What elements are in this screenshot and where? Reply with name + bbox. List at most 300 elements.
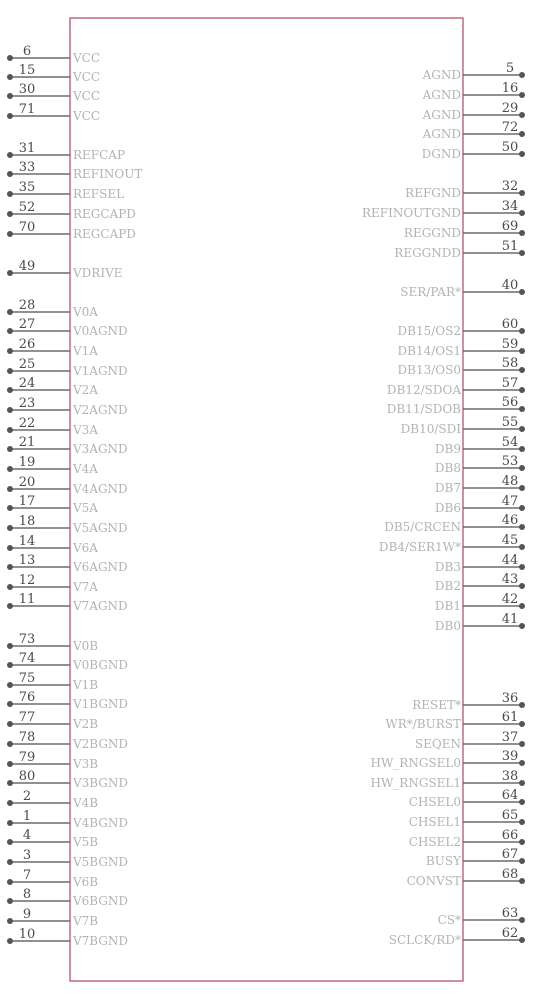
pin-label-vcc: VCC	[73, 109, 101, 123]
left-pin-79-number: 79	[18, 750, 36, 765]
pin-label-v1b: V1B	[73, 678, 99, 692]
right-pin-39-terminal-dot	[519, 760, 525, 766]
right-pin-44-number: 44	[501, 553, 519, 568]
left-pin-6-terminal-dot	[7, 55, 13, 61]
left-pin-35-terminal-dot	[7, 191, 13, 197]
left-pin-21	[7, 435, 128, 456]
left-pin-33	[7, 160, 142, 181]
pin-label-agnd: AGND	[422, 127, 461, 141]
left-pin-78-number: 78	[18, 730, 36, 745]
left-pin-4-number: 4	[22, 828, 32, 843]
left-pin-27	[7, 317, 128, 338]
pin-label-agnd: AGND	[422, 68, 461, 82]
left-pin-80	[7, 769, 128, 790]
right-pin-44	[435, 553, 525, 574]
left-pin-25-terminal-dot	[7, 368, 13, 374]
left-pin-24-number: 24	[18, 376, 36, 391]
right-pin-59-number: 59	[501, 337, 519, 352]
left-pin-78-terminal-dot	[7, 741, 13, 747]
left-pin-31-number: 31	[18, 141, 36, 156]
right-pin-43-terminal-dot	[519, 583, 525, 589]
right-pin-50-terminal-dot	[519, 151, 525, 157]
left-pin-25	[7, 357, 128, 378]
right-pin-37-number: 37	[501, 730, 519, 745]
right-pin-56-number: 56	[501, 395, 519, 410]
left-pin-19-number: 19	[18, 455, 36, 470]
left-pin-18	[7, 514, 128, 535]
right-pin-63	[438, 906, 525, 927]
right-pin-37	[415, 730, 525, 751]
left-pin-20-number: 20	[18, 475, 36, 490]
right-pin-68-terminal-dot	[519, 878, 525, 884]
right-pin-42	[435, 592, 525, 613]
left-pin-11-terminal-dot	[7, 603, 13, 609]
left-pin-35	[7, 180, 124, 201]
pin-label-v6b: V6B	[73, 875, 99, 889]
right-pin-58-terminal-dot	[519, 367, 525, 373]
pin-label-v3agnd: V3AGND	[73, 442, 128, 456]
right-pin-51-number: 51	[501, 239, 519, 254]
left-pin-19-terminal-dot	[7, 466, 13, 472]
left-pin-9-number: 9	[22, 907, 32, 922]
right-pin-29-terminal-dot	[519, 112, 525, 118]
pin-label-v5agnd: V5AGND	[73, 521, 128, 535]
left-pin-75-number: 75	[18, 671, 36, 686]
left-pin-13-terminal-dot	[7, 564, 13, 570]
right-pin-39-number: 39	[501, 749, 519, 764]
left-pin-79-terminal-dot	[7, 761, 13, 767]
right-pin-34-number: 34	[501, 199, 519, 214]
pin-label-dgnd: DGND	[421, 147, 461, 161]
right-pin-69-terminal-dot	[519, 230, 525, 236]
left-pin-18-number: 18	[18, 514, 36, 529]
left-pin-14-terminal-dot	[7, 545, 13, 551]
pin-label-v2a: V2A	[73, 383, 98, 397]
left-pin-73	[7, 632, 98, 653]
left-pin-70-number: 70	[18, 220, 36, 235]
right-pin-64-terminal-dot	[519, 799, 525, 805]
pin-label-v0agnd: V0AGND	[73, 324, 128, 338]
left-pin-1	[7, 809, 128, 830]
left-pin-23	[7, 396, 128, 417]
pin-label-v0b: V0B	[73, 639, 99, 653]
left-pin-76-number: 76	[18, 690, 36, 705]
pin-label-v4b: V4B	[73, 796, 99, 810]
right-pin-64-number: 64	[501, 788, 519, 803]
right-pin-45-terminal-dot	[519, 544, 525, 550]
right-pin-36	[412, 691, 525, 712]
right-pin-56-terminal-dot	[519, 406, 525, 412]
right-pin-5-terminal-dot	[519, 72, 525, 78]
right-pin-62	[389, 926, 525, 947]
left-pin-20-terminal-dot	[7, 486, 13, 492]
left-pin-78	[7, 730, 128, 751]
right-pin-46	[384, 513, 525, 534]
pin-label-v1agnd: V1AGND	[73, 364, 128, 378]
pin-label-refinout: REFINOUT	[73, 167, 143, 181]
right-pin-50	[422, 140, 525, 161]
left-pin-8-terminal-dot	[7, 898, 13, 904]
right-pin-69	[404, 219, 525, 240]
pin-label-db3: DB3	[434, 560, 461, 574]
right-pin-58-number: 58	[501, 356, 519, 371]
left-pin-22-number: 22	[18, 416, 36, 431]
right-pin-47	[435, 494, 525, 515]
right-pin-62-number: 62	[501, 926, 519, 941]
left-pin-17-number: 17	[18, 494, 36, 509]
right-pin-57-number: 57	[501, 376, 519, 391]
right-pin-16	[422, 81, 525, 102]
left-pin-31-terminal-dot	[7, 152, 13, 158]
pin-label-v7b: V7B	[73, 914, 99, 928]
left-pin-49	[7, 259, 123, 280]
pin-label-db10-sdi: DB10/SDI	[400, 422, 461, 436]
left-pin-25-number: 25	[18, 357, 36, 372]
pin-label-db4-ser1w: DB4/SER1W*	[378, 540, 461, 554]
right-pin-63-number: 63	[501, 906, 519, 921]
left-pin-8	[7, 887, 128, 908]
left-pin-28	[7, 298, 98, 319]
right-pin-43-number: 43	[501, 572, 519, 587]
right-pin-45-number: 45	[501, 533, 519, 548]
right-pin-32	[405, 179, 525, 200]
pin-label-regcapd: REGCAPD	[73, 207, 136, 221]
left-pin-7-terminal-dot	[7, 879, 13, 885]
pin-label-seqen: SEQEN	[414, 737, 461, 751]
left-pin-49-terminal-dot	[7, 270, 13, 276]
right-pin-group	[362, 61, 525, 947]
left-pin-9	[7, 907, 98, 928]
pin-label-agnd: AGND	[422, 108, 461, 122]
right-pin-65-number: 65	[501, 808, 519, 823]
pin-label-vcc: VCC	[73, 89, 101, 103]
right-pin-67	[426, 847, 525, 868]
left-pin-76-terminal-dot	[7, 701, 13, 707]
pin-label-refinoutgnd: REFINOUTGND	[361, 206, 461, 220]
left-pin-18-terminal-dot	[7, 525, 13, 531]
left-pin-76	[7, 690, 128, 711]
right-pin-61-number: 61	[501, 710, 519, 725]
right-pin-65	[409, 808, 525, 829]
right-pin-46-number: 46	[501, 513, 519, 528]
right-pin-40-terminal-dot	[519, 289, 525, 295]
left-pin-2-number: 2	[22, 789, 32, 804]
right-pin-39	[370, 749, 525, 770]
right-pin-5	[422, 61, 525, 82]
right-pin-43	[435, 572, 525, 593]
right-pin-66-terminal-dot	[519, 839, 525, 845]
right-pin-38	[370, 769, 525, 790]
pin-label-v2bgnd: V2BGND	[73, 737, 129, 751]
left-pin-22	[7, 416, 98, 437]
left-pin-14	[7, 534, 98, 555]
pin-label-reggnd: REGGND	[403, 226, 461, 240]
left-pin-3-number: 3	[22, 848, 32, 863]
right-pin-57	[387, 376, 525, 397]
pin-label-v4agnd: V4AGND	[73, 482, 128, 496]
pin-label-hw-rngsel0: HW_RNGSEL0	[370, 756, 461, 770]
pin-label-db7: DB7	[434, 481, 461, 495]
left-pin-80-number: 80	[18, 769, 36, 784]
left-pin-6	[7, 44, 100, 65]
left-pin-28-terminal-dot	[7, 309, 13, 315]
pin-label-v6agnd: V6AGND	[73, 560, 128, 574]
pin-label-v5bgnd: V5BGND	[73, 855, 129, 869]
right-pin-59-terminal-dot	[519, 348, 525, 354]
left-pin-21-terminal-dot	[7, 446, 13, 452]
right-pin-45	[379, 533, 525, 554]
right-pin-55-terminal-dot	[519, 426, 525, 432]
right-pin-66-number: 66	[501, 828, 519, 843]
pin-label-vdrive: VDRIVE	[73, 266, 123, 280]
pin-label-chsel0: CHSEL0	[408, 795, 461, 809]
pin-label-db13-os0: DB13/OS0	[397, 363, 461, 377]
pin-label-v1bgnd: V1BGND	[73, 697, 129, 711]
right-pin-53-terminal-dot	[519, 465, 525, 471]
pin-label-v6bgnd: V6BGND	[73, 894, 129, 908]
right-pin-68	[407, 867, 525, 888]
left-pin-3	[7, 848, 128, 869]
left-pin-24-terminal-dot	[7, 387, 13, 393]
right-pin-37-terminal-dot	[519, 741, 525, 747]
left-pin-80-terminal-dot	[7, 780, 13, 786]
left-pin-1-number: 1	[22, 809, 32, 824]
left-pin-17	[7, 494, 98, 515]
right-pin-41-number: 41	[501, 612, 519, 627]
right-pin-42-terminal-dot	[519, 603, 525, 609]
pin-label-v0a: V0A	[73, 305, 98, 319]
left-pin-15-terminal-dot	[7, 74, 13, 80]
right-pin-60-number: 60	[501, 317, 519, 332]
left-pin-33-terminal-dot	[7, 171, 13, 177]
left-pin-71-terminal-dot	[7, 113, 13, 119]
component-body	[70, 18, 463, 981]
right-pin-51	[394, 239, 525, 260]
right-pin-48-number: 48	[501, 474, 519, 489]
right-pin-54	[435, 435, 525, 456]
right-pin-47-terminal-dot	[519, 505, 525, 511]
right-pin-32-number: 32	[501, 179, 519, 194]
left-pin-11	[7, 592, 128, 613]
left-pin-77-terminal-dot	[7, 721, 13, 727]
pin-label-reggndd: REGGNDD	[394, 246, 461, 260]
pin-label-vcc: VCC	[73, 51, 101, 65]
pin-label-busy: BUSY	[425, 854, 461, 868]
pin-label-chsel1: CHSEL1	[408, 815, 461, 829]
right-pin-29	[422, 101, 525, 122]
left-pin-26-number: 26	[18, 337, 36, 352]
pin-label-db8: DB8	[434, 461, 461, 475]
pin-label-v3b: V3B	[73, 757, 99, 771]
right-pin-36-number: 36	[501, 691, 519, 706]
right-pin-50-number: 50	[501, 140, 519, 155]
right-pin-29-number: 29	[501, 101, 519, 116]
right-pin-16-number: 16	[501, 81, 519, 96]
left-pin-15-number: 15	[18, 63, 36, 78]
right-pin-53	[435, 454, 525, 475]
right-pin-60	[398, 317, 525, 338]
pin-label-v5b: V5B	[73, 835, 99, 849]
left-pin-73-terminal-dot	[7, 643, 13, 649]
left-pin-70	[7, 220, 136, 241]
left-pin-74-number: 74	[18, 651, 36, 666]
left-pin-75-terminal-dot	[7, 682, 13, 688]
pin-label-db12-sdoa: DB12/SDOA	[386, 383, 461, 397]
right-pin-38-number: 38	[501, 769, 519, 784]
left-pin-74	[7, 651, 128, 672]
right-pin-41-terminal-dot	[519, 623, 525, 629]
left-pin-27-number: 27	[18, 317, 36, 332]
pin-label-sclck-rd: SCLCK/RD*	[388, 933, 461, 947]
right-pin-36-terminal-dot	[519, 702, 525, 708]
left-pin-30	[7, 82, 100, 103]
left-pin-30-terminal-dot	[7, 93, 13, 99]
pin-label-v1a: V1A	[73, 344, 98, 358]
pin-label-v7agnd: V7AGND	[73, 599, 128, 613]
right-pin-51-terminal-dot	[519, 250, 525, 256]
right-pin-48-terminal-dot	[519, 485, 525, 491]
right-pin-41	[435, 612, 525, 633]
left-pin-23-number: 23	[18, 396, 36, 411]
pin-label-v2agnd: V2AGND	[73, 403, 128, 417]
right-pin-72	[422, 120, 525, 141]
pin-label-db6: DB6	[434, 501, 461, 515]
pin-label-v5a: V5A	[73, 501, 98, 515]
pin-label-agnd: AGND	[422, 88, 461, 102]
left-pin-52	[7, 200, 136, 221]
right-pin-60-terminal-dot	[519, 328, 525, 334]
left-pin-35-number: 35	[18, 180, 36, 195]
left-pin-74-terminal-dot	[7, 662, 13, 668]
left-pin-10	[7, 927, 128, 948]
pin-label-refgnd: REFGND	[405, 186, 461, 200]
left-pin-7	[7, 868, 98, 889]
pin-label-vcc: VCC	[73, 70, 101, 84]
pin-label-v4a: V4A	[73, 462, 98, 476]
left-pin-17-terminal-dot	[7, 505, 13, 511]
left-pin-22-terminal-dot	[7, 427, 13, 433]
left-pin-20	[7, 475, 128, 496]
right-pin-53-number: 53	[501, 454, 519, 469]
right-pin-62-terminal-dot	[519, 937, 525, 943]
right-pin-55-number: 55	[501, 415, 519, 430]
pin-label-cs: CS*	[437, 913, 461, 927]
pin-label-regcapd: REGCAPD	[73, 227, 136, 241]
pin-label-db2: DB2	[434, 579, 461, 593]
right-pin-59	[398, 337, 525, 358]
left-pin-27-terminal-dot	[7, 328, 13, 334]
right-pin-61-terminal-dot	[519, 721, 525, 727]
pin-label-db0: DB0	[434, 619, 461, 633]
right-pin-34	[362, 199, 525, 220]
left-pin-28-number: 28	[18, 298, 36, 313]
left-pin-26	[7, 337, 98, 358]
pin-label-refsel: REFSEL	[73, 187, 125, 201]
right-pin-16-terminal-dot	[519, 92, 525, 98]
pin-label-ser-par: SER/PAR*	[400, 285, 461, 299]
pin-label-db1: DB1	[434, 599, 461, 613]
right-pin-5-number: 5	[505, 61, 515, 76]
left-pin-52-number: 52	[18, 200, 36, 215]
pin-label-v2b: V2B	[73, 717, 99, 731]
pin-label-v4bgnd: V4BGND	[73, 816, 129, 830]
left-pin-71	[7, 102, 100, 123]
right-pin-64	[409, 788, 525, 809]
pin-label-hw-rngsel1: HW_RNGSEL1	[370, 776, 461, 790]
left-pin-2-terminal-dot	[7, 800, 13, 806]
left-pin-4-terminal-dot	[7, 839, 13, 845]
pin-label-reset: RESET*	[412, 698, 461, 712]
left-pin-2	[7, 789, 98, 810]
left-pin-33-number: 33	[18, 160, 36, 175]
left-pin-group	[7, 44, 142, 948]
left-pin-49-number: 49	[18, 259, 36, 274]
left-pin-15	[7, 63, 100, 84]
pin-label-wr-burst: WR*/BURST	[385, 717, 461, 731]
left-pin-23-terminal-dot	[7, 407, 13, 413]
right-pin-69-number: 69	[501, 219, 519, 234]
left-pin-31	[7, 141, 125, 162]
right-pin-46-terminal-dot	[519, 524, 525, 530]
left-pin-77-number: 77	[18, 710, 36, 725]
left-pin-75	[7, 671, 98, 692]
pin-label-db5-crcen: DB5/CRCEN	[384, 520, 461, 534]
pin-label-chsel2: CHSEL2	[408, 835, 461, 849]
left-pin-12-number: 12	[18, 573, 36, 588]
left-pin-71-number: 71	[18, 102, 36, 117]
left-pin-11-number: 11	[18, 592, 36, 607]
left-pin-12	[7, 573, 98, 594]
pin-label-refcap: REFCAP	[73, 148, 126, 162]
pin-label-v3a: V3A	[73, 423, 98, 437]
left-pin-10-number: 10	[18, 927, 36, 942]
left-pin-19	[7, 455, 98, 476]
right-pin-56	[387, 395, 525, 416]
right-pin-72-terminal-dot	[519, 131, 525, 137]
right-pin-42-number: 42	[501, 592, 519, 607]
left-pin-8-number: 8	[22, 887, 32, 902]
right-pin-40-number: 40	[501, 278, 519, 293]
pin-label-v7a: V7A	[73, 580, 98, 594]
pin-label-db11-sdob: DB11/SDOB	[386, 402, 461, 416]
right-pin-34-terminal-dot	[519, 210, 525, 216]
left-pin-3-terminal-dot	[7, 859, 13, 865]
left-pin-70-terminal-dot	[7, 231, 13, 237]
left-pin-13-number: 13	[18, 553, 36, 568]
right-pin-67-number: 67	[501, 847, 519, 862]
left-pin-6-number: 6	[22, 44, 32, 59]
left-pin-30-number: 30	[18, 82, 36, 97]
left-pin-52-terminal-dot	[7, 211, 13, 217]
right-pin-63-terminal-dot	[519, 917, 525, 923]
left-pin-12-terminal-dot	[7, 584, 13, 590]
left-pin-77	[7, 710, 98, 731]
left-pin-21-number: 21	[18, 435, 36, 450]
left-pin-79	[7, 750, 98, 771]
right-pin-68-number: 68	[501, 867, 519, 882]
left-pin-9-terminal-dot	[7, 918, 13, 924]
left-pin-13	[7, 553, 128, 574]
right-pin-66	[409, 828, 525, 849]
right-pin-65-terminal-dot	[519, 819, 525, 825]
left-pin-10-terminal-dot	[7, 938, 13, 944]
left-pin-26-terminal-dot	[7, 348, 13, 354]
pin-label-db15-os2: DB15/OS2	[397, 324, 461, 338]
right-pin-38-terminal-dot	[519, 780, 525, 786]
pin-label-convst: CONVST	[406, 874, 461, 888]
right-pin-48	[435, 474, 525, 495]
right-pin-47-number: 47	[501, 494, 519, 509]
